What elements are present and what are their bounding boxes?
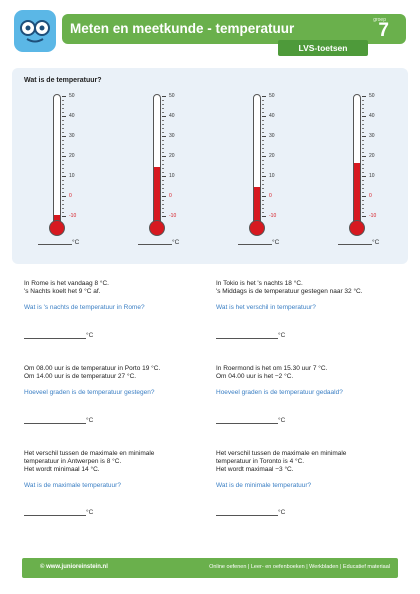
scale-tick (262, 176, 266, 177)
scale-tick (262, 212, 264, 213)
scale-tick (262, 104, 264, 105)
scale-tick (162, 208, 164, 209)
scale-tick (162, 188, 164, 189)
scale-tick (262, 152, 264, 153)
answer-line[interactable] (24, 423, 86, 424)
scale-tick (162, 116, 166, 117)
scale-tick (62, 212, 64, 213)
scale-label: 50 (69, 93, 75, 99)
thermometer-tube (253, 94, 261, 226)
scale-tick (262, 200, 264, 201)
scale-tick (62, 108, 64, 109)
scale-tick (162, 152, 164, 153)
scale-tick (362, 180, 364, 181)
scale-tick (162, 124, 164, 125)
question-text (216, 365, 396, 381)
scale-tick (362, 116, 366, 117)
scale-tick (162, 104, 164, 105)
scale-tick (362, 216, 366, 217)
scale-tick (162, 120, 164, 121)
answer-line[interactable] (216, 515, 278, 516)
thermometer-panel (12, 68, 408, 264)
question-line: Om 04.00 uur is het −2 °C. (216, 373, 294, 380)
scale-tick (262, 172, 264, 173)
scale-tick (62, 200, 64, 201)
category-badge: LVS-toetsen (278, 40, 368, 56)
scale-tick (62, 160, 64, 161)
scale-tick (162, 172, 164, 173)
scale-tick (62, 124, 64, 125)
question-line: temperatuur in Toronto is 4 °C. (216, 458, 305, 465)
question-6 (216, 450, 396, 516)
question-line: 's Middags is de temperatuur gestegen naar 32 °C. (216, 288, 363, 295)
scale-tick (362, 144, 364, 145)
question-text (216, 280, 406, 296)
thermometer (338, 92, 408, 262)
thermometer-tube (53, 94, 61, 226)
scale-tick (362, 176, 366, 177)
question-line: Om 14.00 uur is de temperatuur 27 °C. (24, 373, 137, 380)
answer-line[interactable] (238, 244, 272, 245)
scale-tick (362, 212, 364, 213)
scale-tick (362, 148, 364, 149)
scale-label: 0 (269, 193, 272, 199)
scale-label: 0 (369, 193, 372, 199)
scale-tick (62, 192, 64, 193)
scale-label: 40 (269, 113, 275, 119)
scale-label: 40 (369, 113, 375, 119)
scale-tick (62, 196, 66, 197)
scale-tick (162, 216, 166, 217)
question-text (216, 450, 396, 474)
scale-tick (162, 176, 166, 177)
scale-tick (162, 196, 166, 197)
scale-tick (162, 148, 164, 149)
scale-tick (262, 144, 264, 145)
scale-tick (262, 216, 266, 217)
scale-tick (362, 168, 364, 169)
scale-label: 0 (169, 193, 172, 199)
scale-label: 30 (369, 133, 375, 139)
scale-tick (62, 156, 66, 157)
footer-bar (22, 558, 398, 578)
scale-tick (62, 148, 64, 149)
answer-unit: °C (86, 332, 94, 339)
scale-tick (162, 164, 164, 165)
scale-tick (162, 160, 164, 161)
scale-tick (162, 96, 166, 97)
scale-tick (362, 164, 364, 165)
scale-label: 50 (269, 93, 275, 99)
scale-label: 20 (69, 153, 75, 159)
answer-line[interactable] (338, 244, 372, 245)
question-2 (216, 280, 406, 339)
thermometer-tube (353, 94, 361, 226)
scale-tick (262, 132, 264, 133)
scale-label: 50 (169, 93, 175, 99)
scale-tick (62, 120, 64, 121)
question-ask: Wat is de minimale temperatuur? (216, 482, 312, 489)
scale-tick (262, 100, 264, 101)
question-3 (24, 365, 204, 424)
scale-tick (162, 168, 164, 169)
scale-tick (262, 192, 264, 193)
page-title: Meten en meetkunde - temperatuur (70, 21, 295, 36)
scale-tick (162, 200, 164, 201)
scale-tick (362, 192, 364, 193)
scale-label: 30 (69, 133, 75, 139)
question-ask: Hoeveel graden is de temperatuur gedaald? (216, 389, 343, 396)
scale-tick (162, 144, 164, 145)
scale-tick (62, 208, 64, 209)
question-text (24, 450, 204, 474)
question-line: In Tokio is het 's nachts 18 °C. (216, 280, 303, 287)
scale-tick (262, 156, 266, 157)
answer-unit: °C (86, 509, 94, 516)
scale-tick (362, 196, 366, 197)
thermometer-bulb (249, 220, 265, 236)
scale-tick (362, 96, 366, 97)
scale-label: 20 (169, 153, 175, 159)
scale-tick (262, 140, 264, 141)
question-ask: Hoeveel graden is de temperatuur gestegen? (24, 389, 155, 396)
scale-tick (162, 100, 164, 101)
scale-tick (62, 128, 64, 129)
answer-unit: °C (72, 239, 80, 246)
scale-tick (162, 112, 164, 113)
einstein-logo-icon (18, 16, 52, 46)
answer-unit: °C (272, 239, 280, 246)
scale-tick (262, 188, 264, 189)
scale-tick (262, 180, 264, 181)
thermometer (38, 92, 108, 262)
scale-tick (362, 200, 364, 201)
groep-label: groep (373, 17, 386, 23)
question-line: Het verschil tussen de maximale en minimale (24, 450, 155, 457)
thermometer-fill (354, 163, 360, 225)
answer-unit: °C (278, 417, 286, 424)
answer-line[interactable] (38, 244, 72, 245)
scale-tick (162, 132, 164, 133)
scale-tick (162, 156, 166, 157)
scale-label: 10 (269, 173, 275, 179)
scale-label: 30 (269, 133, 275, 139)
scale-tick (362, 128, 364, 129)
question-text (24, 365, 204, 381)
question-5 (24, 450, 204, 516)
scale-tick (62, 100, 64, 101)
scale-tick (62, 172, 64, 173)
scale-tick (362, 108, 364, 109)
question-line: 's Nachts koelt het 9 °C af. (24, 288, 101, 295)
scale-tick (62, 144, 64, 145)
scale-tick (262, 136, 266, 137)
scale-label: -10 (269, 213, 277, 219)
scale-tick (262, 96, 266, 97)
question-ask: Wat is 's nachts de temperatuur in Rome? (24, 304, 145, 311)
scale-tick (162, 180, 164, 181)
thermometer (138, 92, 208, 262)
question-ask: Wat is de maximale temperatuur? (24, 482, 121, 489)
scale-tick (262, 120, 264, 121)
scale-tick (262, 112, 264, 113)
footer-url[interactable]: © www.junioreinstein.nl (40, 564, 108, 570)
scale-tick (262, 116, 266, 117)
question-ask: Wat is het verschil in temperatuur? (216, 304, 316, 311)
scale-tick (362, 140, 364, 141)
answer-line[interactable] (216, 423, 278, 424)
answer-unit: °C (278, 509, 286, 516)
scale-tick (362, 124, 364, 125)
scale-label: -10 (169, 213, 177, 219)
scale-tick (362, 104, 364, 105)
scale-tick (362, 120, 364, 121)
scale-tick (62, 132, 64, 133)
scale-tick (262, 204, 264, 205)
scale-tick (262, 164, 264, 165)
groep-number: 7 (378, 20, 389, 41)
logo (14, 10, 56, 52)
answer-line[interactable] (24, 338, 86, 339)
answer-line[interactable] (216, 338, 278, 339)
thermometer-fill (154, 167, 160, 225)
scale-label: 20 (369, 153, 375, 159)
scale-tick (262, 208, 264, 209)
scale-tick (262, 160, 264, 161)
scale-tick (362, 136, 366, 137)
scale-tick (262, 108, 264, 109)
thermometer-tube (153, 94, 161, 226)
footer-tagline: Online oefenen | Leer- en oefenboeken | Werkbladen | Educatief materiaal (209, 564, 390, 570)
scale-tick (62, 112, 64, 113)
thermometer (238, 92, 308, 262)
question-line: temperatuur in Antwerpen is 8 °C. (24, 458, 122, 465)
scale-tick (262, 168, 264, 169)
scale-tick (162, 128, 164, 129)
scale-tick (162, 204, 164, 205)
scale-tick (62, 136, 66, 137)
scale-label: 20 (269, 153, 275, 159)
scale-tick (162, 136, 166, 137)
scale-tick (362, 132, 364, 133)
question-line: Het verschil tussen de maximale en minimale (216, 450, 347, 457)
scale-tick (62, 140, 64, 141)
scale-tick (362, 184, 364, 185)
question-line: In Rome is het vandaag 8 °C. (24, 280, 109, 287)
scale-tick (262, 184, 264, 185)
scale-tick (62, 104, 64, 105)
scale-tick (362, 208, 364, 209)
scale-tick (62, 204, 64, 205)
scale-tick (362, 160, 364, 161)
thermometer-bulb (49, 220, 65, 236)
question-text (24, 280, 204, 296)
thermometer-question: Wat is de temperatuur? (24, 77, 102, 84)
scale-tick (62, 116, 66, 117)
scale-label: 40 (169, 113, 175, 119)
scale-label: 40 (69, 113, 75, 119)
scale-tick (362, 188, 364, 189)
scale-tick (362, 204, 364, 205)
scale-tick (62, 176, 66, 177)
scale-tick (62, 96, 66, 97)
scale-tick (62, 216, 66, 217)
scale-label: -10 (69, 213, 77, 219)
scale-tick (362, 156, 366, 157)
answer-unit: °C (86, 417, 94, 424)
question-line: Het wordt maximaal −3 °C. (216, 466, 294, 473)
question-4 (216, 365, 396, 424)
scale-tick (262, 124, 264, 125)
scale-tick (362, 172, 364, 173)
answer-line[interactable] (138, 244, 172, 245)
thermometer-bulb (349, 220, 365, 236)
scale-tick (62, 188, 64, 189)
scale-tick (162, 108, 164, 109)
answer-unit: °C (172, 239, 180, 246)
scale-label: 10 (169, 173, 175, 179)
scale-tick (162, 212, 164, 213)
answer-unit: °C (278, 332, 286, 339)
scale-tick (262, 128, 264, 129)
scale-tick (362, 152, 364, 153)
scale-tick (162, 192, 164, 193)
scale-label: -10 (369, 213, 377, 219)
question-line: Het wordt minimaal 14 °C. (24, 466, 100, 473)
scale-tick (262, 196, 266, 197)
scale-tick (362, 100, 364, 101)
thermometer-bulb (149, 220, 165, 236)
scale-label: 10 (69, 173, 75, 179)
scale-tick (162, 184, 164, 185)
scale-label: 0 (69, 193, 72, 199)
answer-unit: °C (372, 239, 380, 246)
scale-tick (62, 168, 64, 169)
scale-tick (362, 112, 364, 113)
question-line: Om 08.00 uur is de temperatuur in Porto 19 °C. (24, 365, 161, 372)
scale-label: 30 (169, 133, 175, 139)
scale-tick (62, 164, 64, 165)
question-1 (24, 280, 204, 339)
scale-tick (62, 152, 64, 153)
scale-label: 50 (369, 93, 375, 99)
scale-tick (162, 140, 164, 141)
answer-line[interactable] (24, 515, 86, 516)
scale-tick (62, 184, 64, 185)
question-line: In Roermond is het om 15.30 uur 7 °C. (216, 365, 328, 372)
scale-label: 10 (369, 173, 375, 179)
scale-tick (262, 148, 264, 149)
scale-tick (62, 180, 64, 181)
